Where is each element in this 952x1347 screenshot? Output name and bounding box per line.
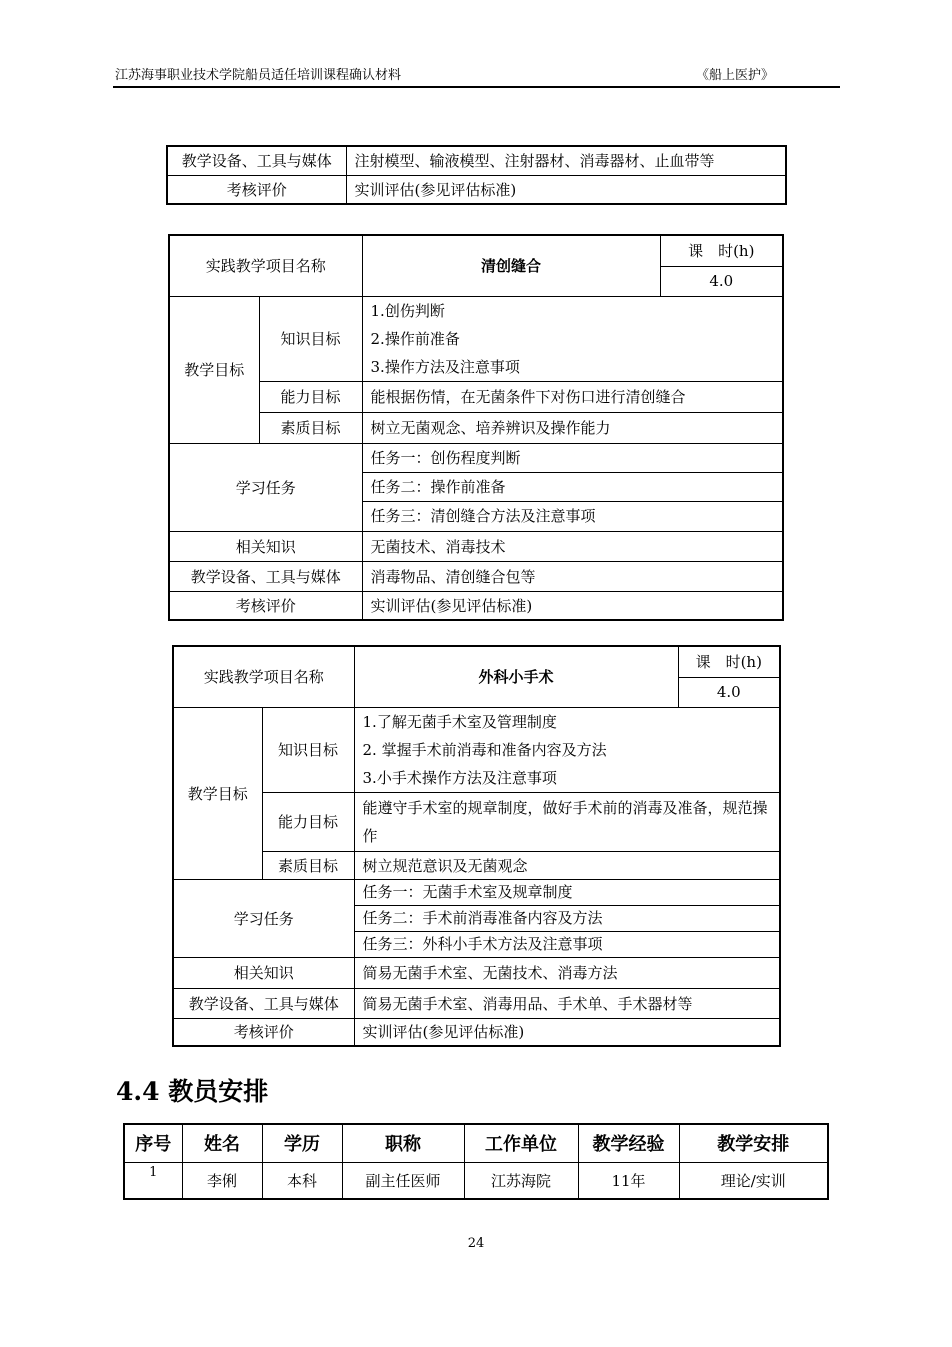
project-label: 实践教学项目名称 (169, 235, 362, 296)
equipment-label: 教学设备、工具与媒体 (169, 561, 362, 591)
equipment-label: 教学设备、工具与媒体 (173, 988, 354, 1018)
project-label: 实践教学项目名称 (173, 646, 354, 707)
staff-header-education: 学历 (262, 1124, 342, 1162)
related-label: 相关知识 (173, 957, 354, 988)
hours-label: 课 时(h) (678, 646, 780, 677)
knowledge-item: 1.了解无菌手术室及管理制度 (362, 712, 557, 731)
related-value: 无菌技术、消毒技术 (362, 531, 783, 561)
project-table-debridement (168, 234, 784, 621)
knowledge-item: 2.操作前准备 (370, 329, 460, 348)
task-item: 任务一：无菌手术室及规章制度 (362, 882, 573, 901)
staff-cell: 副主任医师 (342, 1162, 464, 1199)
knowledge-item: 3.操作方法及注意事项 (370, 357, 520, 376)
task-item: 任务三：外科小手术方法及注意事项 (355, 931, 779, 957)
knowledge-list (362, 296, 783, 381)
staff-cell: 1 (124, 1162, 182, 1199)
quality-label: 素质目标 (262, 851, 354, 879)
page-number: 24 (467, 1236, 485, 1251)
knowledge-item: 3.小手术操作方法及注意事项 (362, 768, 557, 787)
staff-header-name: 姓名 (182, 1124, 262, 1162)
knowledge-item: 2. 掌握手术前消毒和准备内容及方法 (362, 740, 607, 759)
related-value: 简易无菌手术室、无菌技术、消毒方法 (354, 957, 780, 988)
assessment-value: 实训评估(参见评估标准) (362, 591, 783, 620)
staff-table (123, 1123, 829, 1200)
hours-value: 4.0 (678, 677, 780, 707)
staff-cell: 本科 (262, 1162, 342, 1199)
quality-label: 素质目标 (259, 412, 362, 443)
equipment-value: 简易无菌手术室、消毒用品、手术单、手术器材等 (354, 988, 780, 1018)
quality-value: 树立无菌观念、培养辨识及操作能力 (362, 412, 783, 443)
knowledge-label: 知识目标 (259, 296, 362, 381)
project-name: 外科小手术 (354, 646, 678, 707)
assessment-value: 实训评估(参见评估标准) (354, 1018, 780, 1046)
header-rule (113, 86, 840, 88)
goal-label: 教学目标 (173, 707, 262, 879)
equipment-table (166, 145, 787, 205)
task-item: 任务一：创伤程度判断 (370, 449, 521, 467)
header-right: 《船上医护》 (696, 68, 775, 83)
staff-cell: 11年 (578, 1162, 679, 1199)
assessment-label: 考核评价 (167, 175, 346, 204)
equipment-value: 消毒物品、清创缝合包等 (362, 561, 783, 591)
project-table-surgery (172, 645, 781, 1047)
staff-header-experience: 教学经验 (578, 1124, 679, 1162)
staff-cell: 江苏海院 (464, 1162, 578, 1199)
knowledge-label: 知识目标 (262, 707, 354, 792)
staff-header-unit: 工作单位 (464, 1124, 578, 1162)
quality-value: 树立规范意识及无菌观念 (354, 851, 780, 879)
hours-value: 4.0 (660, 266, 783, 296)
ability-value: 能根据伤情，在无菌条件下对伤口进行清创缝合 (362, 381, 783, 412)
tasks-list (362, 443, 783, 531)
assessment-value: 实训评估(参见评估标准) (346, 175, 786, 204)
assessment-label: 考核评价 (173, 1018, 354, 1046)
staff-header-no: 序号 (124, 1124, 182, 1162)
tasks-label: 学习任务 (169, 443, 362, 531)
section-title: 4.4 教员安排 (116, 1077, 269, 1106)
header-left: 江苏海事职业技术学院船员适任培训课程确认材料 (115, 68, 402, 83)
assessment-label: 考核评价 (169, 591, 362, 620)
hours-label: 课 时(h) (660, 235, 783, 266)
staff-cell: 李俐 (182, 1162, 262, 1199)
related-label: 相关知识 (169, 531, 362, 561)
ability-value: 能遵守手术室的规章制度，做好手术前的消毒及准备，规范操作 (354, 792, 780, 851)
staff-header-arrangement: 教学安排 (679, 1124, 828, 1162)
task-item: 任务二：手术前消毒准备内容及方法 (355, 905, 779, 931)
staff-header-title: 职称 (342, 1124, 464, 1162)
knowledge-list (354, 707, 780, 792)
tasks-list (354, 879, 780, 957)
project-name: 清创缝合 (362, 235, 660, 296)
equipment-value: 注射模型、输液模型、注射器材、消毒器材、止血带等 (346, 146, 786, 175)
equipment-label: 教学设备、工具与媒体 (167, 146, 346, 175)
tasks-label: 学习任务 (173, 879, 354, 957)
goal-label: 教学目标 (169, 296, 259, 443)
task-item: 任务三：清创缝合方法及注意事项 (363, 501, 782, 530)
table-row (124, 1162, 828, 1199)
staff-cell: 理论/实训 (679, 1162, 828, 1199)
ability-label: 能力目标 (259, 381, 362, 412)
task-item: 任务二：操作前准备 (363, 472, 782, 501)
ability-label: 能力目标 (262, 792, 354, 851)
knowledge-item: 1.创伤判断 (370, 301, 445, 320)
